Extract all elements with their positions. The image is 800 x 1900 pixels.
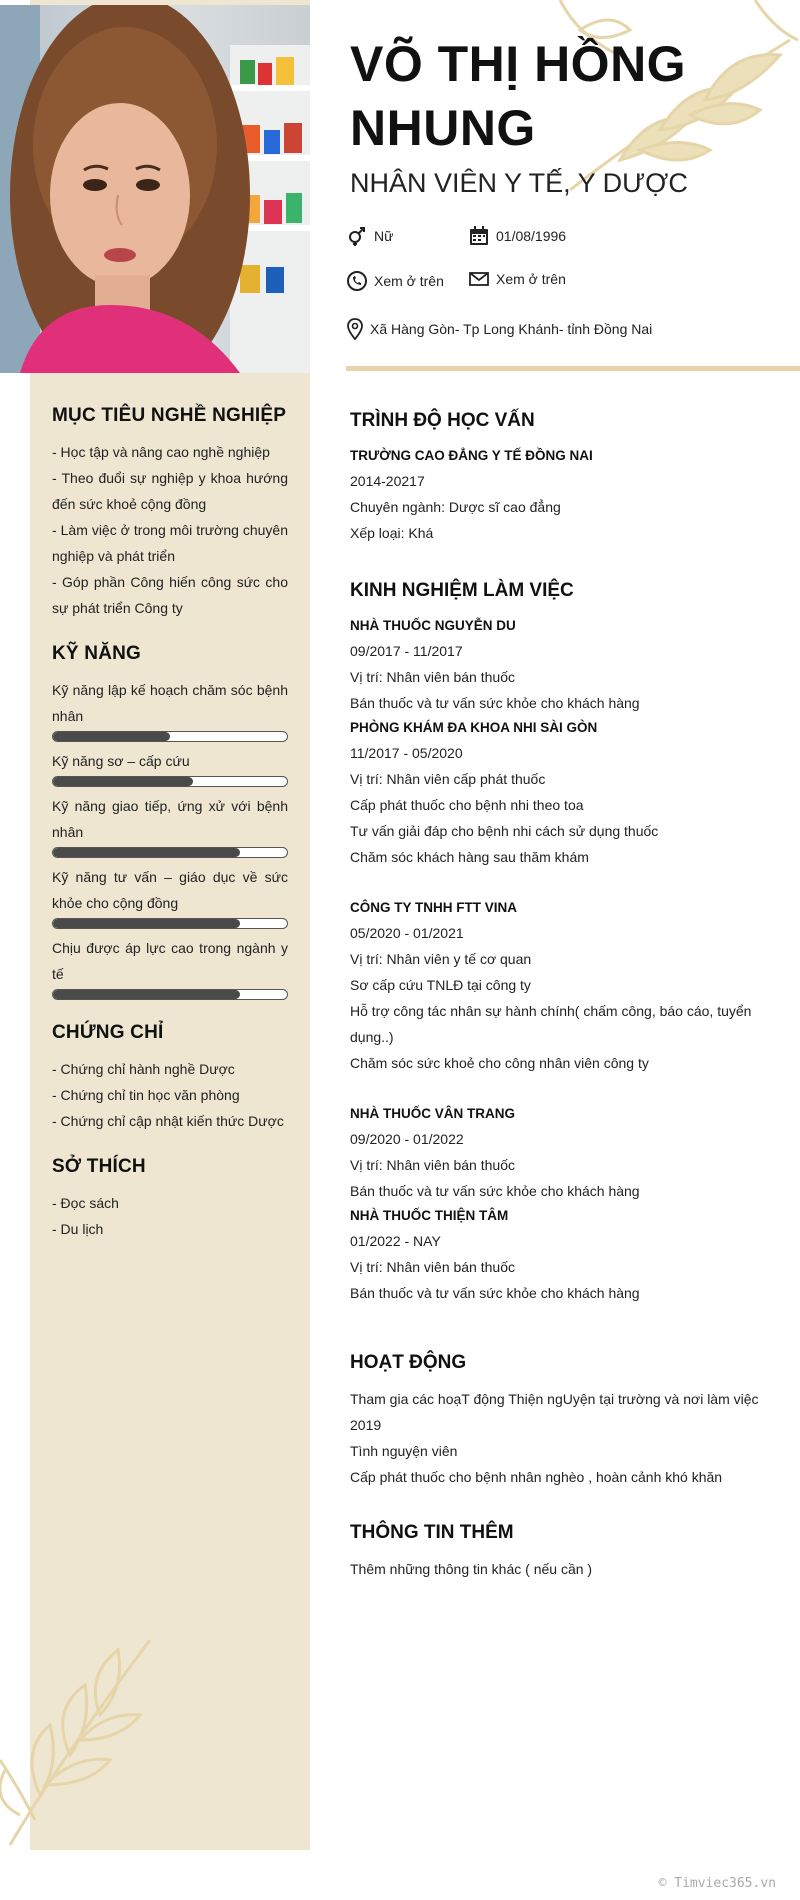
certificate-item: - Chứng chỉ hành nghề Dược bbox=[52, 1061, 235, 1077]
skill-bar bbox=[52, 847, 288, 858]
skill-bar bbox=[52, 989, 288, 1000]
skill-bar bbox=[52, 918, 288, 929]
envelope-icon bbox=[468, 268, 490, 290]
job-detail: Sơ cấp cứu TNLĐ tại công ty bbox=[350, 977, 531, 993]
skill-bar bbox=[52, 776, 288, 787]
name-line-1: VÕ THỊ HỒNG bbox=[350, 36, 687, 92]
email-row bbox=[468, 268, 566, 290]
name-line-2: NHUNG bbox=[350, 100, 536, 156]
extra-info-section bbox=[350, 1522, 770, 1582]
skill-bar-fill bbox=[53, 777, 193, 786]
hobbies-title: SỞ THÍCH bbox=[52, 1156, 146, 1177]
job-company: CÔNG TY TNHH FTT VINA bbox=[350, 900, 517, 915]
job-entry bbox=[350, 896, 770, 1076]
education-grade: Xếp loại: Khá bbox=[350, 525, 434, 541]
calendar-icon bbox=[468, 225, 490, 247]
certificates-title: CHỨNG CHỈ bbox=[52, 1022, 164, 1043]
job-detail: Chăm sóc sức khoẻ cho công nhân viên công ty bbox=[350, 1055, 649, 1071]
skill-bar bbox=[52, 731, 288, 742]
hobbies-section bbox=[52, 1156, 288, 1242]
extra-info-title: THÔNG TIN THÊM bbox=[350, 1522, 514, 1543]
job-period: 11/2017 - 05/2020 bbox=[350, 745, 463, 761]
job-company: NHÀ THUỐC NGUYỄN DU bbox=[350, 618, 516, 633]
job-entry bbox=[350, 716, 770, 870]
experience-title: KINH NGHIỆM LÀM VIỆC bbox=[350, 580, 574, 601]
job-detail: Tư vấn giải đáp cho bệnh nhi cách sử dụng thuốc bbox=[350, 823, 659, 839]
skill-name: Kỹ năng giao tiếp, ứng xử với bệnh nhân bbox=[52, 798, 288, 840]
job-detail: Bán thuốc và tư vấn sức khỏe cho khách hàng bbox=[350, 1183, 640, 1199]
job-period: 05/2020 - 01/2021 bbox=[350, 925, 464, 941]
skill-item bbox=[52, 748, 288, 787]
skill-name: Chịu được áp lực cao trong ngành y tế bbox=[52, 940, 288, 982]
job-detail: Bán thuốc và tư vấn sức khỏe cho khách hàng bbox=[350, 695, 640, 711]
certificate-item: - Chứng chỉ cập nhật kiến thức Dược bbox=[52, 1113, 284, 1129]
skill-bar-fill bbox=[53, 732, 170, 741]
objective-title: MỤC TIÊU NGHỀ NGHIỆP bbox=[52, 405, 287, 426]
activity-line: Tình nguyện viên bbox=[350, 1443, 458, 1459]
objective-item: - Học tập và nâng cao nghề nghiệp bbox=[52, 444, 270, 460]
objective-item: - Làm việc ở trong môi trường chuyên nghiệp và phát triển bbox=[52, 522, 288, 564]
objective-item: - Góp phần Công hiến công sức cho sự phát triển Công ty bbox=[52, 574, 288, 616]
phone-row bbox=[346, 270, 444, 292]
education-period: 2014-20217 bbox=[350, 473, 425, 489]
skill-item bbox=[52, 677, 288, 742]
activity-line: Cấp phát thuốc cho bệnh nhân nghèo , hoàn cảnh khó khăn bbox=[350, 1469, 723, 1485]
gender-icon bbox=[346, 225, 368, 247]
phone-text: Xem ở trên bbox=[374, 273, 444, 289]
header-divider bbox=[346, 366, 800, 371]
birthdate-text: 01/08/1996 bbox=[496, 228, 567, 244]
sidebar-content bbox=[52, 405, 288, 1264]
hobby-item: - Du lịch bbox=[52, 1221, 104, 1237]
activities-title: HOẠT ĐỘNG bbox=[350, 1352, 467, 1373]
leaf-decoration-bottom bbox=[0, 1620, 170, 1850]
phone-icon bbox=[346, 270, 368, 292]
objective-section bbox=[52, 405, 288, 621]
certificates-section bbox=[52, 1022, 288, 1134]
certificate-item: - Chứng chỉ tin học văn phòng bbox=[52, 1087, 240, 1103]
job-period: 01/2022 - NAY bbox=[350, 1233, 441, 1249]
skill-name: Kỹ năng tư vấn – giáo dục về sức khỏe cho cộng đồng bbox=[52, 869, 288, 911]
job-title: NHÂN VIÊN Y TẾ, Y DƯỢC bbox=[350, 168, 688, 198]
job-detail: Cấp phát thuốc cho bệnh nhi theo toa bbox=[350, 797, 584, 813]
job-company: NHÀ THUỐC THIỆN TÂM bbox=[350, 1208, 509, 1223]
email-text: Xem ở trên bbox=[496, 271, 566, 287]
job-detail: Vị trí: Nhân viên bán thuốc bbox=[350, 1259, 515, 1275]
job-detail: Vị trí: Nhân viên bán thuốc bbox=[350, 669, 515, 685]
skill-item bbox=[52, 864, 288, 929]
skill-bar-fill bbox=[53, 990, 240, 999]
job-detail: Vị trí: Nhân viên cấp phát thuốc bbox=[350, 771, 546, 787]
address-row bbox=[346, 318, 652, 340]
profile-photo bbox=[0, 5, 310, 373]
skills-title: KỸ NĂNG bbox=[52, 643, 142, 664]
skill-bar-fill bbox=[53, 848, 240, 857]
skill-name: Kỹ năng lập kế hoạch chăm sóc bệnh nhân bbox=[52, 682, 288, 724]
objective-item: - Theo đuổi sự nghiệp y khoa hướng đến sức khoẻ cộng đồng bbox=[52, 470, 288, 512]
gender-row bbox=[346, 225, 393, 247]
job-company: PHÒNG KHÁM ĐA KHOA NHI SÀI GÒN bbox=[350, 720, 598, 735]
gender-text: Nữ bbox=[374, 228, 394, 244]
job-period: 09/2017 - 11/2017 bbox=[350, 643, 463, 659]
activities-section bbox=[350, 1352, 770, 1490]
experience-section bbox=[350, 580, 770, 1306]
job-detail: Chăm sóc khách hàng sau thăm khám bbox=[350, 849, 589, 865]
job-detail: Hỗ trợ công tác nhân sự hành chính( chấm công, báo cáo, tuyển dụng..) bbox=[350, 1003, 752, 1045]
address-text: Xã Hàng Gòn- Tp Long Khánh- tỉnh Đồng Nai bbox=[370, 321, 653, 337]
hobby-item: - Đọc sách bbox=[52, 1195, 119, 1211]
activity-line: Tham gia các hoạT động Thiện ngUyện tại trường và nơi làm việc 2019 bbox=[350, 1391, 759, 1433]
school-name: TRƯỜNG CAO ĐẲNG Y TẾ ĐỒNG NAI bbox=[350, 448, 593, 463]
job-period: 09/2020 - 01/2022 bbox=[350, 1131, 464, 1147]
skill-item bbox=[52, 935, 288, 1000]
birthdate-row bbox=[468, 225, 566, 247]
education-title: TRÌNH ĐỘ HỌC VẤN bbox=[350, 410, 535, 431]
job-entry bbox=[350, 1204, 770, 1306]
location-pin-icon bbox=[346, 318, 364, 340]
education-section bbox=[350, 410, 770, 546]
skills-section bbox=[52, 643, 288, 1000]
extra-info-text: Thêm những thông tin khác ( nếu cần ) bbox=[350, 1561, 593, 1577]
job-detail: Vị trí: Nhân viên y tế cơ quan bbox=[350, 951, 532, 967]
skill-name: Kỹ năng sơ – cấp cứu bbox=[52, 753, 190, 769]
job-company: NHÀ THUỐC VÂN TRANG bbox=[350, 1106, 515, 1121]
job-entry bbox=[350, 1102, 770, 1204]
watermark: © Timviec365.vn bbox=[658, 1876, 776, 1891]
candidate-name bbox=[350, 32, 770, 160]
skill-item bbox=[52, 793, 288, 858]
job-detail: Bán thuốc và tư vấn sức khỏe cho khách hàng bbox=[350, 1285, 640, 1301]
job-detail: Vị trí: Nhân viên bán thuốc bbox=[350, 1157, 515, 1173]
skill-bar-fill bbox=[53, 919, 240, 928]
job-entry bbox=[350, 614, 770, 716]
education-major: Chuyên ngành: Dược sĩ cao đẳng bbox=[350, 499, 561, 515]
